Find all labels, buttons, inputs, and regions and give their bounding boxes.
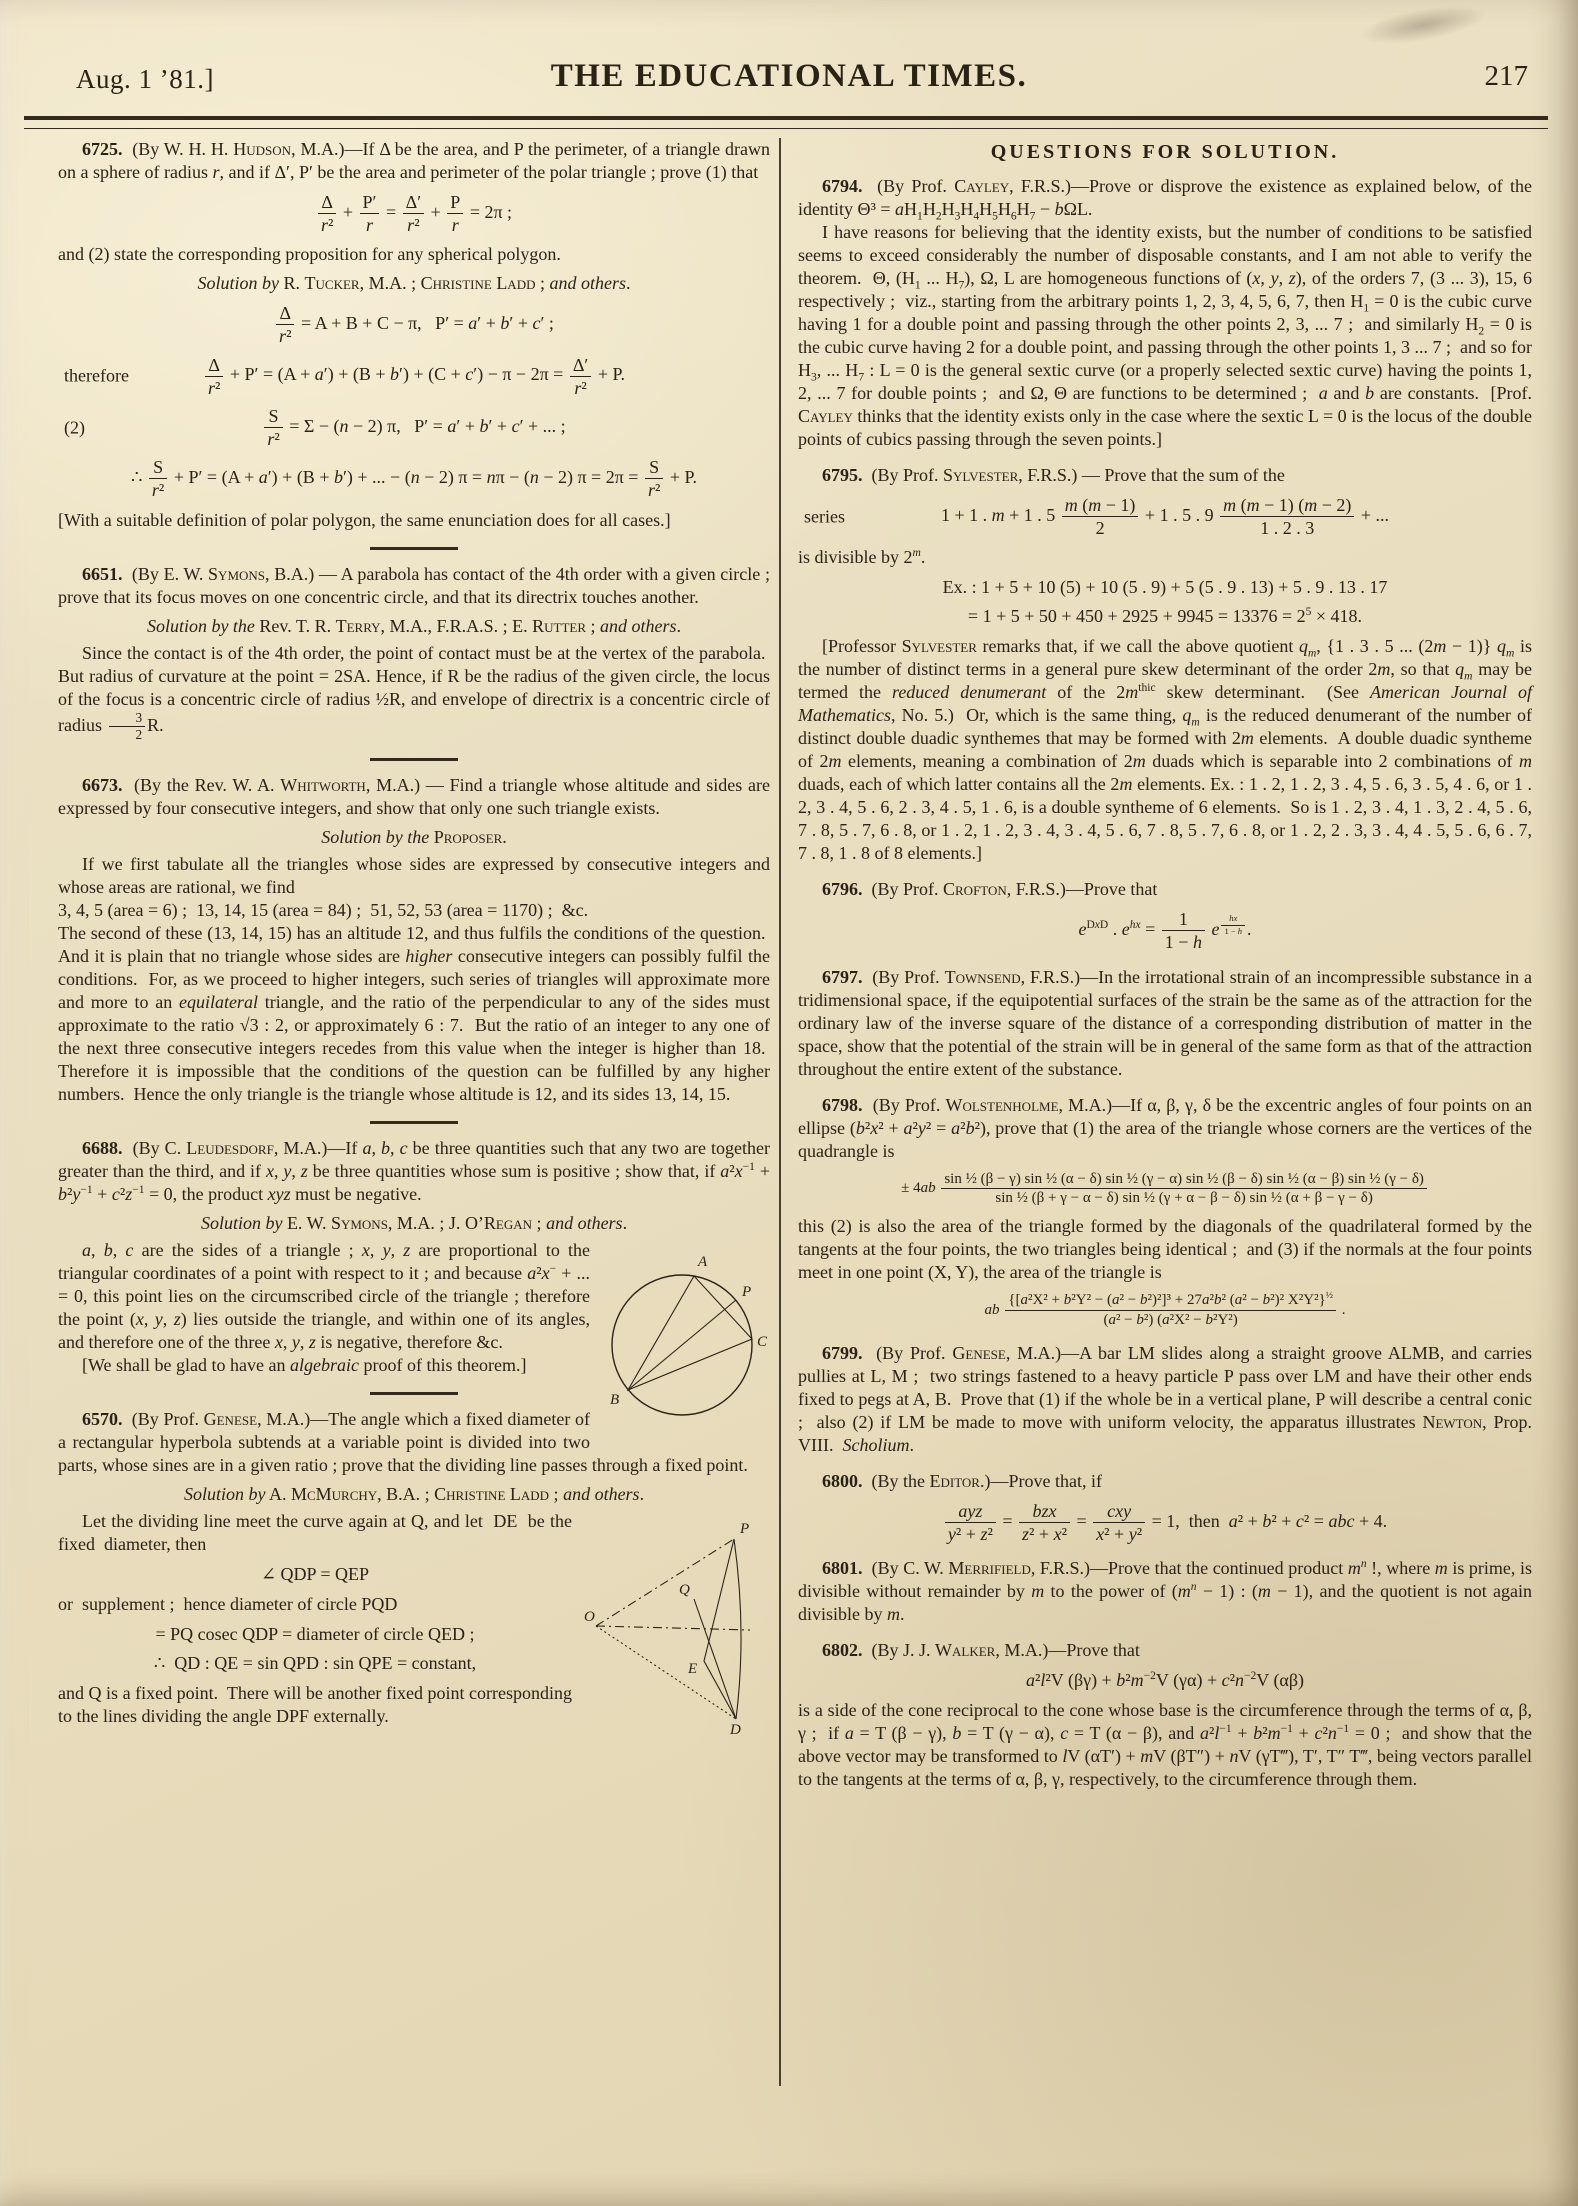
math-formula: [798, 909, 1532, 952]
figure-label: A: [698, 1254, 708, 1271]
problem-6794-discussion: [798, 221, 1532, 451]
solution-byline-6725: Solution by R. Tucker, M.A. ; Christine Ladd ; and others.: [197, 273, 631, 294]
formula-body: ∠ QDP = QEP: [260, 1564, 370, 1585]
math-formula: [798, 1292, 1532, 1329]
formula-body: $\frac{\Delta}{\text{r²}}$ = A + B + C − π, P′ = a′ + b′ + c′ ;: [274, 313, 554, 333]
formula-label: series: [804, 506, 845, 527]
solution-byline-6688: Solution by E. W. Symons, M.A. ; J. O’Regan ; and others.: [200, 1213, 628, 1234]
left-column: [58, 138, 770, 1740]
paragraph-text: 6801. (By C. W. Merrifield, F.R.S.)—Prove that the continued product $m^n$ !, where m is prime, is divisible without remainder by m to the power of $(m^n - 1)$ : (m − 1), and the quotient is not again divisible by m.: [798, 1558, 1533, 1625]
formula-body: ∴ $\frac{S}{\text{r²}}$ + P′ = (A + a′) + (B + b′) + ... − (n − 2) π = nπ − (n − 2) π = 2π = $\frac{S}{\text{r²}}$ + P.: [130, 457, 698, 501]
figure-label: E: [688, 1661, 698, 1678]
problem-6801-statement: [798, 1557, 1532, 1626]
paragraph-text: 6802. (By J. J. Walker, M.A.)—Prove that: [822, 1640, 1140, 1661]
paragraph-text: [We shall be glad to have an algebraic proof of this theorem.]: [82, 1355, 527, 1376]
figure-label: O: [584, 1609, 595, 1626]
math-formula: [798, 1670, 1532, 1691]
formula-body: $\frac{S}{\text{r²}}$ = Σ − (n − 2) π, P′ = a′ + b′ + c′ + ... ;: [262, 416, 565, 436]
paragraph-text: 6798. (By Prof. Wolstenholme, M.A.)—If α, β, γ, δ be the excentric angles of four points on an ellipse (b²x² + a²y² = a²b²), prove that (1) the area of the triangle whose corners are the vertices of the quadrangle is: [798, 1094, 1533, 1161]
solution-6651-text: [58, 642, 770, 744]
journal-title: THE EDUCATIONAL TIMES.: [550, 58, 1028, 94]
math-formula: [58, 457, 770, 500]
paragraph-text: is divisible by 2$^m$.: [798, 547, 926, 568]
inscribed-circle-figure: [602, 1242, 770, 1440]
formula-body: $\frac{\Delta}{\text{r²}}$ + $\frac{P'}{r}$ = $\frac{\Delta'}{\text{r²}}$ + $\frac{P}{r}$ = 2π ;: [316, 202, 512, 222]
math-formula: [58, 1653, 770, 1674]
solution-byline-6570: Solution by A. McMurchy, B.A. ; Christine Ladd ; and others.: [183, 1484, 645, 1505]
right-column: [781, 138, 1532, 1791]
math-formula: [58, 1624, 770, 1645]
section-title: QUESTIONS FOR SOLUTION.: [990, 141, 1340, 163]
math-formula: [798, 1171, 1532, 1208]
math-formula: [798, 606, 1532, 627]
formula-body: $e^{DxD}$ . $e^{hx}$ = $\frac{1}{1 - h}$ e $^{\frac{hx}{1 - h}}$ .: [1078, 909, 1252, 953]
paragraph-text: 6794. (By Prof. Cayley, F.R.S.)—Prove or disprove the existence as explained below, of the identity $\Theta^3 = aH_1H_2H_3H_4H_5H_6H_7 - b\Omega L$.: [798, 176, 1533, 223]
editorial-note-6725: [58, 509, 770, 532]
problem-divider: [370, 1121, 458, 1124]
paragraph-text: 6725. (By W. H. H. Hudson, M.A.)—If Δ be the area, and P the perimeter, of a triangle drawn on a sphere of radius r, and if Δ′, P′ be the area and perimeter of the polar triangle ; prove (1) that: [58, 139, 770, 182]
problem-6725-statement-2: [58, 243, 770, 266]
formula-label: (2): [64, 417, 85, 438]
problem-divider: [370, 547, 458, 550]
problem-6795-remark: [798, 635, 1532, 865]
solution-6673-text-2: [58, 899, 770, 922]
formula-body: = PQ cosec QDP = diameter of circle QED ;: [155, 1624, 475, 1645]
problem-6794-statement: [798, 175, 1532, 221]
figure-label: Q: [679, 1582, 690, 1599]
formula-body: a²l²V $(\beta\gamma) + b^2m^{-2}V$ $(\gamma\alpha) + c^2n^{-2}V$ (αβ): [1025, 1670, 1305, 1691]
formula-body: ayz y² + z² = bzx z² + x² = cxy x² + y² = 1, then a² + b² + c² = abc + 4.: [943, 1511, 1387, 1531]
math-formula: [58, 1564, 770, 1585]
problem-6795-statement-2: [798, 546, 1532, 569]
paragraph-text: If we first tabulate all the triangles whose sides are expressed by consecutive integers and whose areas are rational, we find: [58, 854, 770, 898]
math-formula: [798, 1501, 1532, 1544]
problem-6799-statement: [798, 1342, 1532, 1457]
problem-6797-statement: [798, 966, 1532, 1081]
problem-6673-statement: [58, 774, 770, 820]
questions-list: [798, 175, 1532, 1791]
problem-6688-statement: [58, 1137, 770, 1206]
paragraph-text: and (2) state the corresponding proposition for any spherical polygon.: [58, 244, 561, 265]
formula-body: $\frac{\Delta}{\text{r²}}$ + P′ = (A + a′) + (B + b′) + (C + c′) − π − 2π = $\frac{\Delta'}{\text{r²}}$ + P.: [203, 364, 625, 384]
math-formula: [798, 577, 1532, 598]
paragraph-text: I have reasons for believing that the identity exists, but the number of conditions to be satisfied seems to exceed considerably the number of disposable constants, and I am not able to verify the theorem. Θ, ($H_1$ ... $H_7$), Ω, L are homogeneous functions of (x, y, z), of the orders 7, (3 ... 3), 15, 6 respectively ; viz., starting from the arbitrary points 1, 2, 3, 4, 5, 6, 7, then $H_1 = 0$ is the cubic curve having 1 for a double point and passing through the other points 2, 3, ... 7 ; and similarly $H_2 = 0$ is the cubic curve having 2 for a double point, and passing through the other points 1, 3 ... 7 ; and so for $H_3$, ... $H_7$ : L = 0 is the general sextic curve (or a properly selected sextic curve) having the points 1, 2, ... 7 for double points ; and Ω, Θ are functions to be determined ; a and b are constants. [Prof. Cayley thinks that the identity exists only in the case where the sextic L = 0 is the locus of the double points of cubics passing through the seven points.]: [798, 222, 1533, 449]
page-corner-curl: [1336, 0, 1511, 60]
paragraph-text: this (2) is also the area of the triangle formed by the diagonals of the quadrilateral formed by the tangents at the four points, the two triangles being identical ; and (3) if the normals at the four points meet in one point (X, Y), the area of the triangle is: [798, 1216, 1532, 1283]
solution-6673-text-1: [58, 853, 770, 899]
formula-body: ∴ QD : QE = sin QPD : sin QPE = constant,: [153, 1653, 477, 1674]
paragraph-text: and Q is a fixed point. There will be another fixed point corresponding to the lines dividing the angle DPF externally.: [58, 1683, 572, 1727]
problem-divider: [370, 1392, 458, 1395]
math-formula: [58, 303, 770, 346]
figure-label: P: [740, 1521, 750, 1538]
paragraph-text: 3, 4, 5 (area = 6) ; 13, 14, 15 (area = 84) ; 51, 52, 53 (area = 1170) ; &c.: [58, 900, 589, 921]
figure-label: B: [610, 1392, 620, 1409]
paragraph-text: is a side of the cone reciprocal to the cone whose base is the circumference through the terms of α, β, γ ; if a = T (β − γ), b = T (γ − α), c = T (α − β), and $a^2l^{-1} + b^2m^{-1} + c^2n^{-1} = 0$ ; and show that the above vector may be transformed to lV (αT′) + mV (βT″) + nV (γT‴), T′, T″ T‴, being vectors parallel to the tangents at the terms of α, β, γ, respectively, to the circumference through them.: [798, 1700, 1533, 1790]
page-number: 217: [1484, 60, 1528, 92]
paragraph-text: [With a suitable definition of polar polygon, the same enunciation does for all cases.]: [58, 509, 671, 530]
formula-body: ab $\frac{\{[a^2X^2 + b^2Y^2 - (a^2 - b^2)^2]^3 + 27a^2b^2 (a^2 - b^2)^2 X^2Y^2\}^{\frac{1}{2}}}{\text{(a² − b²) (a²X² − b²Y²)}}$ .: [984, 1290, 1346, 1329]
problem-6796-statement: [798, 878, 1532, 901]
solution-byline-6651: Solution by the Rev. T. R. Terry, M.A., F.R.A.S. ; E. Rutter ; and others.: [146, 615, 682, 636]
math-formula: [58, 355, 770, 398]
content-columns: [58, 138, 1532, 2086]
problem-6802-statement-2: [798, 1699, 1532, 1791]
paragraph-text: 6800. (By the Editor.)—Prove that, if: [822, 1470, 1102, 1491]
problem-6651-statement: [58, 563, 770, 609]
problem-6725-statement: [58, 138, 770, 184]
math-formula: [58, 406, 770, 449]
header-rule: [24, 116, 1548, 129]
math-formula: [58, 192, 770, 235]
paragraph-text: Let the dividing line meet the curve again at Q, and let DE be the fixed diameter, then: [58, 1511, 572, 1555]
problem-6798-statement: [798, 1094, 1532, 1163]
paragraph-text: 6651. (By E. W. Symons, B.A.) — A parabola has contact of the 4th order with a given circle ; prove that its focus moves on one concentric circle, and that its directrix touches another.: [58, 563, 770, 607]
problem-6798-statement-2: [798, 1215, 1532, 1284]
paragraph-text: The second of these (13, 14, 15) has an altitude 12, and thus fulfils the conditions of the question. And it is plain that no triangle whose sides are higher consecutive integers can possibly fulfil the conditions. For, as we proceed to higher integers, such series of triangles will approximate more and more to an equilateral triangle, and the ratio of the perpendicular to any of the sides must approximate to the ratio √3 : 2, or approximately 6 : 7. But the ratio of an integer to any one of the next three consecutive integers recedes from this value when the integer is higher than 18. Therefore it is impossible that the conditions of the question can be fulfilled by any higher numbers. Hence the only triangle is the triangle whose altitude is 12, and its sides 13, 14, 15.: [58, 923, 770, 1105]
formula-body: Ex. : 1 + 5 + 10 (5) + 10 (5 . 9) + 5 (5 . 9 . 13) + 5 . 9 . 13 . 17: [942, 577, 1388, 598]
figure-label: C: [757, 1334, 768, 1351]
paragraph-text: a, b, c are the sides of a triangle ; x, y, z are proportional to the triangular coordinates of a point with respect to it ; and because a²x− + ... = 0, this point lies on the circumscribed circle of the triangle ; therefore the point (x, y, z) lies outside the triangle, and within one of its angles, and therefore one of the three x, y, z is negative, therefore &c.: [58, 1240, 591, 1353]
paragraph-text: 6797. (By Prof. Townsend, F.R.S.)—In the irrotational strain of an incompressible substance in a tridimensional space, if the equipotential surfaces of the strain be the same as of the attraction for the ordinary law of the inverse square of the distance of a corresponding distribution of matter in the space, show that the potential of the strain will be in general of the same form as that of the attraction throughout the entire extent of the substance.: [798, 966, 1532, 1079]
paragraph-text: 6799. (By Prof. Genese, M.A.)—A bar LM slides along a straight groove ALMB, and carries pullies at L, M ; two strings fastened to a heavy particle P pass over LM and have their other ends fixed to pegs at A, B. Prove that (1) if the whole be in a vertical plane, P will describe a central conic ; also (2) if LM be made to move with uniform velocity, the apparatus illustrates Newton, Prop. VIII. Scholium.: [798, 1342, 1533, 1455]
paragraph-text: 6673. (By the Rev. W. A. Whitworth, M.A.) — Find a triangle whose altitude and sides are expressed by four consecutive integers, and show that only one such triangle exists.: [58, 775, 770, 819]
problem-6802-statement: [798, 1639, 1532, 1662]
formula-body: 1 + 1 . m + 1 . 5 $\frac{m (m - 1)}{2}$ + 1 . 5 . 9 $\frac{m (m - 1) (m - 2)}{1 . 2 . 3}$ + ...: [940, 495, 1390, 539]
formula-label: therefore: [64, 365, 129, 386]
figure-label: P: [742, 1284, 752, 1301]
paragraph-text: Since the contact is of the 4th order, the point of contact must be at the vertex of the parabola. But radius of curvature at the point = 2SA. Hence, if R be the radius of the given circle, the locus of the focus is a concentric circle of radius ½R, and envelope of directrix is a concentric circle of radius $\frac{3}{2}$ R.: [58, 642, 770, 743]
problem-6795-statement: [798, 464, 1532, 487]
problem-divider: [370, 758, 458, 761]
paragraph-text: 6688. (By C. Leudesdorf, M.A.)—If a, b, c be three quantities such that any two are together greater than the third, and if x, y, z be three quantities whose sum is positive ; show that, if $a^2x^{-1} + b^2y^{-1} + c^2z^{-1} = 0$, the product xyz must be negative.: [58, 1138, 771, 1205]
solution-byline-6673: Solution by the Proposer.: [321, 827, 507, 848]
paragraph-text: 6796. (By Prof. Crofton, F.R.S.)—Prove that: [822, 879, 1158, 900]
formula-body: = $1 + 5 + 50 + 450 + 2925 + 9945 = 13376 = 2^5 \times 418$.: [967, 606, 1363, 627]
issue-date: Aug. 1 ’81.]: [76, 64, 214, 94]
paragraph-text: [Professor Sylvester remarks that, if we call the above quotient $q_m$, {1 . 3 . 5 ... (2m − 1)} $q_m$ is the number of distinct terms in a general pure skew determinant of the order 2m, so that $q_m$ may be termed the reduced denumerant of the $2m^{thic}$ skew determinant. (See American Journal of Mathematics, No. 5.) Or, which is the same thing, $q_m$ is the reduced denumerant of the number of distinct double duadic synthemes that may be formed with 2m elements. A double duadic syntheme of 2m elements, meaning a combination of 2m duads which is separable into 2 combinations of m duads, each of which latter contains all the 2m elements. Ex. : 1 . 2, 1 . 2, 3 . 4, 5 . 6, 3 . 5, 4 . 6, or 1 . 2, 3 . 4, 5 . 6, 2 . 3, 4 . 5, 1 . 6, is a double syntheme of 6 elements. So is 1 . 2, 3 . 4, 1 . 3, 2 . 4, 5 . 6, 7 . 8, 5 . 7, 6 . 8, or 1 . 2, 1 . 2, 3 . 4, 3 . 4, 5 . 6, 7 . 8, 5 . 7, 6 . 8, or 1 . 2, 2 . 3, 3 . 4, 4 . 5, 5 . 6, 6 . 7, 7 . 8, 1 . 8 of 8 elements.]: [798, 636, 1533, 864]
math-formula: [798, 495, 1532, 538]
solution-6673-text-3: [58, 922, 770, 1106]
paragraph-text: 6795. (By Prof. Sylvester, F.R.S.) — Prove that the sum of the: [822, 465, 1285, 485]
figure-label: D: [730, 1722, 741, 1738]
problem-6800-statement: [798, 1470, 1532, 1493]
paragraph-text: 6570. (By Prof. Genese, M.A.)—The angle which a fixed diameter of a rectangular hyperbola subtends at a variable point is divided into two parts, whose sines are in a given ratio ; prove that the dividing line passes through a fixed point.: [58, 1409, 748, 1476]
paragraph-text: or supplement ; hence diameter of circle PQD: [58, 1594, 398, 1615]
formula-body: ± 4ab sin ½ (β − γ) sin ½ (α − δ) sin ½ (γ − α) sin ½ (β − δ) sin ½ (α − β) sin ½ (γ − δ) sin ½ (β + γ − α − δ) sin ½ (γ + α − β − δ) sin ½ (α + β − γ − δ): [901, 1180, 1429, 1196]
